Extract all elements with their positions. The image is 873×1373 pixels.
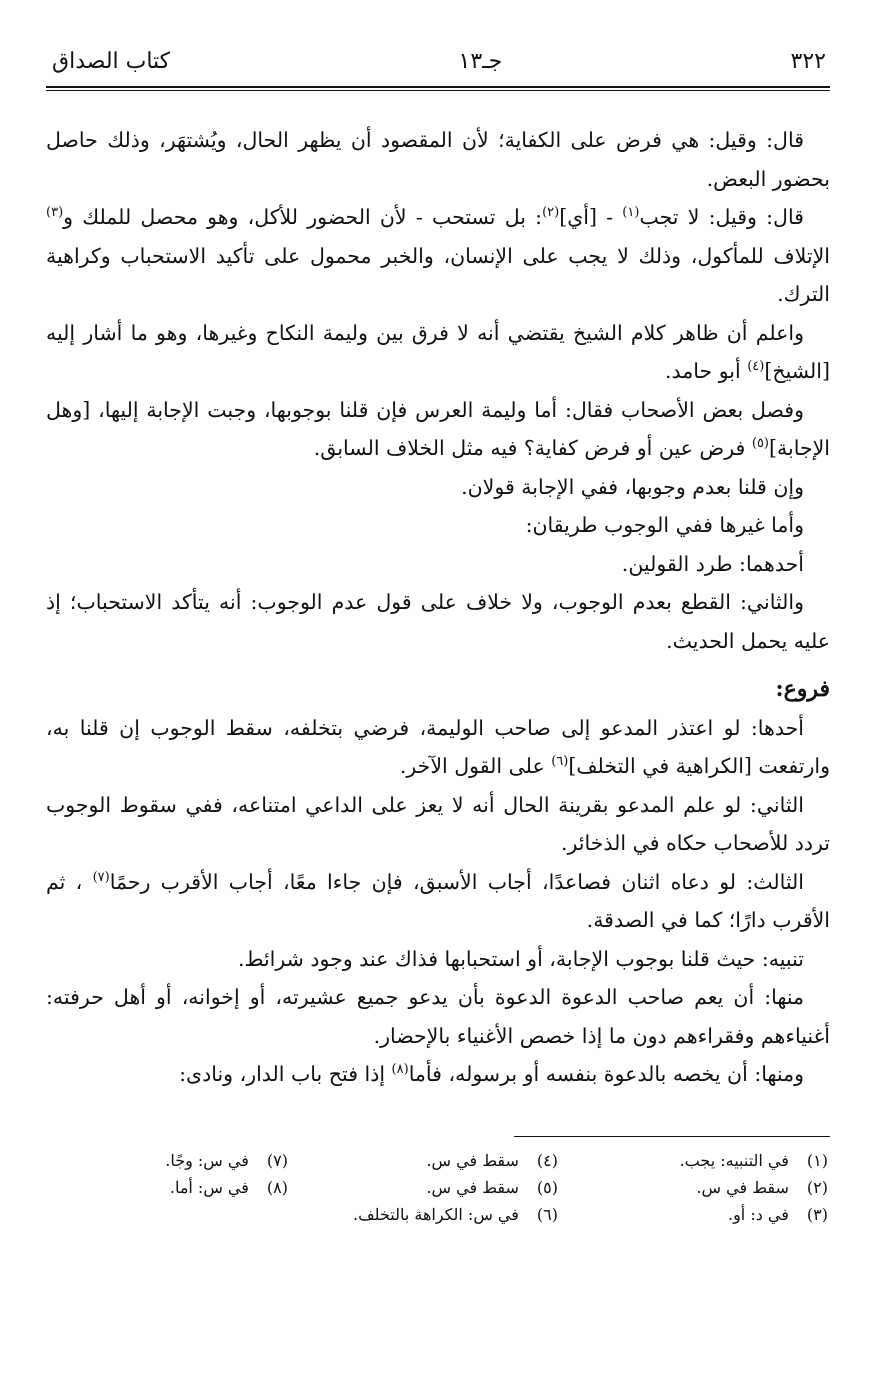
text-run: - [أي] (559, 205, 623, 229)
page-number: ٣٢٢ (790, 49, 826, 74)
paragraph (46, 314, 830, 391)
paragraph (46, 198, 830, 314)
footnote-item (290, 1174, 560, 1201)
paragraph: وإن قلنا بعدم وجوبها، ففي الإجابة قولان. (461, 474, 804, 499)
footnote-marker: (٥) (751, 436, 769, 452)
footnote-number: (٦) (536, 1204, 558, 1224)
section-heading: فروع: (775, 676, 830, 702)
text-run: أحدها: لو اعتذر المدعو إلى صاحب الوليمة، فرضي بتخلفه، سقط الوجوب إن قلنا به، وارتفعت [الكراهية في التخلف] (46, 715, 830, 778)
footnote-marker: (٤) (747, 359, 765, 375)
paragraph: منها: أن يعم صاحب الدعوة الدعوة بأن يدعو جميع عشيرته، أو إخوانه، أو أهل حرفته: أغنياءهم وفقراءهم دون ما إذا خصص الأغنياء بالإحضار. (46, 985, 830, 1048)
text-run: واعلم أن ظاهر كلام الشيخ يقتضي أنه لا فرق بين وليمة النكاح وغيرها، وهو ما أشار إليه [الشيخ] (46, 320, 830, 383)
text-run: الثالث: لو دعاه اثنان فصاعدًا، أجاب الأسبق، فإن جاءا معًا، أجاب الأقرب رحمًا (109, 869, 805, 894)
paragraph (46, 863, 830, 940)
paragraph: تنبيه: حيث قلنا بوجوب الإجابة، أو استحبابها فذاك عند وجود شرائط. (237, 946, 804, 971)
header-rule (46, 86, 830, 88)
paragraph: الثاني: لو علم المدعو بقرينة الحال أنه لا يعز على الداعي امتناعه، ففي سقوط الوجوب تردد للأصحاب حكاه في الذخائر. (46, 792, 830, 855)
paragraph (46, 391, 830, 468)
footnote-marker: (٢) (542, 205, 560, 221)
header-rule-thin (46, 90, 830, 91)
paragraph: وأما غيرها ففي الوجوب طريقان: (525, 513, 804, 537)
text-run: ، ثم الأقرب دارًا؛ كما في الصدقة. (46, 869, 830, 932)
footnote-text: في س: أما. (169, 1177, 254, 1197)
text-run: قال: وقيل: لا تجب (639, 205, 804, 229)
paragraph: والثاني: القطع بعدم الوجوب، ولا خلاف على قول عدم الوجوب: أنه يتأكد الاستحباب؛ إذ عليه يحمل الحديث. (46, 590, 830, 653)
chapter-title: كتاب الصداق (52, 49, 171, 74)
footnote-number: (٧) (266, 1150, 288, 1170)
footnote-marker: (١) (622, 205, 640, 221)
paragraph (46, 709, 830, 786)
footnote-text: في التنبيه: يجب. (679, 1150, 794, 1170)
footnote-number: (١) (806, 1150, 828, 1170)
footnote-item (290, 1147, 560, 1174)
footnote-item (560, 1147, 830, 1174)
footnote-text: في س: الكراهة بالتخلف. (353, 1204, 524, 1224)
text-run: الإتلاف للمأكول، وذلك لا يجب على الإنسان، والخبر محمول على تأكيد الاستحباب وكراهية الترك. (46, 243, 830, 306)
main-text (46, 121, 830, 1094)
footnote-item (50, 1147, 290, 1174)
footnote-text: في د: أو. (727, 1204, 794, 1224)
footnote-text: سقط في س. (426, 1150, 524, 1170)
footnote-marker: (٨) (391, 1062, 409, 1078)
paragraph: أحدهما: طرد القولين. (621, 551, 804, 576)
footnote-number: (٣) (806, 1204, 828, 1224)
text-run: أبو حامد. (665, 359, 748, 383)
footnote-marker: (٣) (46, 205, 64, 221)
paragraph: قال: وقيل: هي فرض على الكفاية؛ لأن المقصود أن يظهر الحال، ويُشتهَر، وذلك حاصل بحضور البعض. (46, 128, 830, 191)
text-run: إذا فتح باب الدار، ونادى: (179, 1062, 392, 1086)
footnote-item (560, 1201, 830, 1228)
footnote-item (560, 1174, 830, 1201)
text-run: فرض عين أو فرض كفاية؟ فيه مثل الخلاف السابق. (313, 436, 752, 460)
footnote-number: (٥) (536, 1177, 558, 1197)
footnote-marker: (٦) (551, 754, 569, 770)
footnote-separator-wrap (46, 1094, 830, 1137)
text-run: : بل تستحب - لأن الحضور للأكل، وهو محصل للملك و (63, 205, 543, 229)
footnote-text: سقط في س. (426, 1177, 524, 1197)
footnote-item (290, 1201, 560, 1228)
footnote-number: (٨) (266, 1177, 288, 1197)
footnote-text: سقط في س. (696, 1177, 794, 1197)
volume-label: جـ١٣ (458, 49, 503, 74)
footnote-item (50, 1174, 290, 1201)
text-run: على القول الآخر. (399, 754, 552, 778)
running-header (46, 46, 830, 78)
footnote-separator (514, 1136, 830, 1137)
footnote-number: (٢) (806, 1177, 828, 1197)
footnote-text: في س: وجًا. (165, 1150, 254, 1170)
footnotes (46, 1147, 830, 1228)
footnote-number: (٤) (536, 1150, 558, 1170)
paragraph (46, 1055, 830, 1094)
footnote-marker: (٧) (92, 869, 110, 885)
text-run: وفصل بعض الأصحاب فقال: أما وليمة العرس فإن قلنا بوجوبها، وجبت الإجابة إليها، [وهل الإجابة] (46, 397, 830, 460)
text-run: ومنها: أن يخصه بالدعوة بنفسه أو برسوله، فأما (408, 1062, 804, 1086)
